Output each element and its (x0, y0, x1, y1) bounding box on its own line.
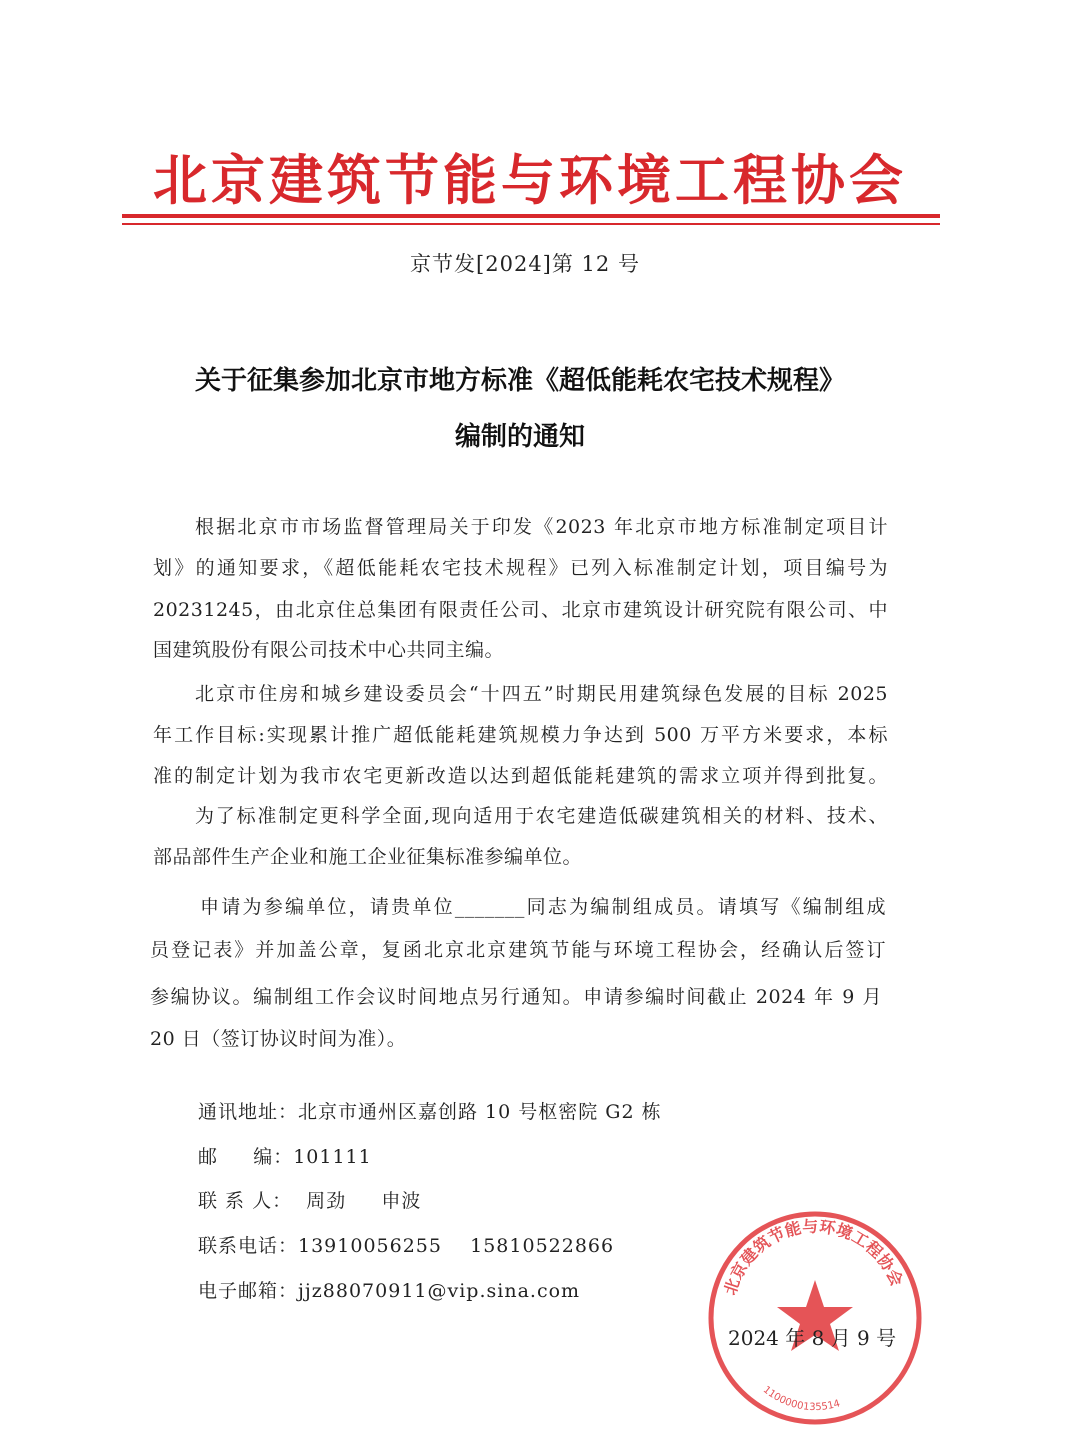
paragraph-line: 申请为参编单位，请贵单位_______同志为编制组成员。请填写《编制组成 (200, 896, 886, 918)
contact-person: 联 系 人： 周劲 申波 (198, 1190, 422, 1212)
notice-title-line2: 编制的通知 (454, 422, 585, 452)
paragraph-line: 国建筑股份有限公司技术中心共同主编。 (153, 639, 505, 661)
notice-title-line1: 关于征集参加北京市地方标准《超低能耗农宅技术规程》 (194, 366, 845, 396)
paragraph-line: 20 日（签订协议时间为准）。 (150, 1028, 407, 1050)
header-rule-thin (122, 223, 940, 225)
contact-email[interactable]: 电子邮箱：jjz88070911@vip.sina.com (198, 1280, 581, 1302)
paragraph-line: 20231245，由北京住总集团有限责任公司、北京市建筑设计研究院有限公司、中 (153, 599, 888, 621)
document-number: 京节发[2024]第 12 号 (410, 252, 640, 276)
paragraph-line: 部品部件生产企业和施工企业征集标准参编单位。 (153, 846, 583, 868)
seal-code: 1100000135514 (760, 1384, 842, 1414)
paragraph-line: 员登记表》并加盖公章，复函北京北京建筑节能与环境工程协会，经确认后签订 (150, 939, 886, 961)
paragraph-line: 准的制定计划为我市农宅更新改造以达到超低能耗建筑的需求立项并得到批复。 (153, 765, 888, 787)
paragraph-line: 为了标准制定更科学全面,现向适用于农宅建造低碳建筑相关的材料、技术、 (195, 805, 888, 827)
paragraph-line: 参编协议。编制组工作会议时间地点另行通知。申请参编时间截止 2024 年 9 月 (150, 986, 882, 1008)
organization-header: 北京建筑节能与环境工程协会 (153, 148, 907, 212)
header-rule-thick (122, 214, 940, 218)
paragraph-line: 划》的通知要求，《超低能耗农宅技术规程》已列入标准制定计划，项目编号为 (153, 557, 888, 579)
paragraph-line: 北京市住房和城乡建设委员会“十四五”时期民用建筑绿色发展的目标 2025 (195, 683, 888, 705)
official-seal (705, 1208, 925, 1428)
contact-postcode: 邮 编：101111 (198, 1146, 372, 1168)
paragraph-line: 根据北京市市场监督管理局关于印发《2023 年北京市地方标准制定项目计 (195, 516, 888, 538)
contact-address: 通讯地址：北京市通州区嘉创路 10 号枢密院 G2 栋 (198, 1101, 662, 1123)
paragraph-line: 年工作目标:实现累计推广超低能耗建筑规模力争达到 500 万平方米要求，本标 (153, 724, 888, 746)
contact-phone: 联系电话：13910056255 15810522866 (198, 1235, 615, 1257)
seal-text: 北京建筑节能与环境工程协会 (720, 1216, 907, 1298)
issue-date: 2024 年 8 月 9 号 (728, 1326, 897, 1350)
